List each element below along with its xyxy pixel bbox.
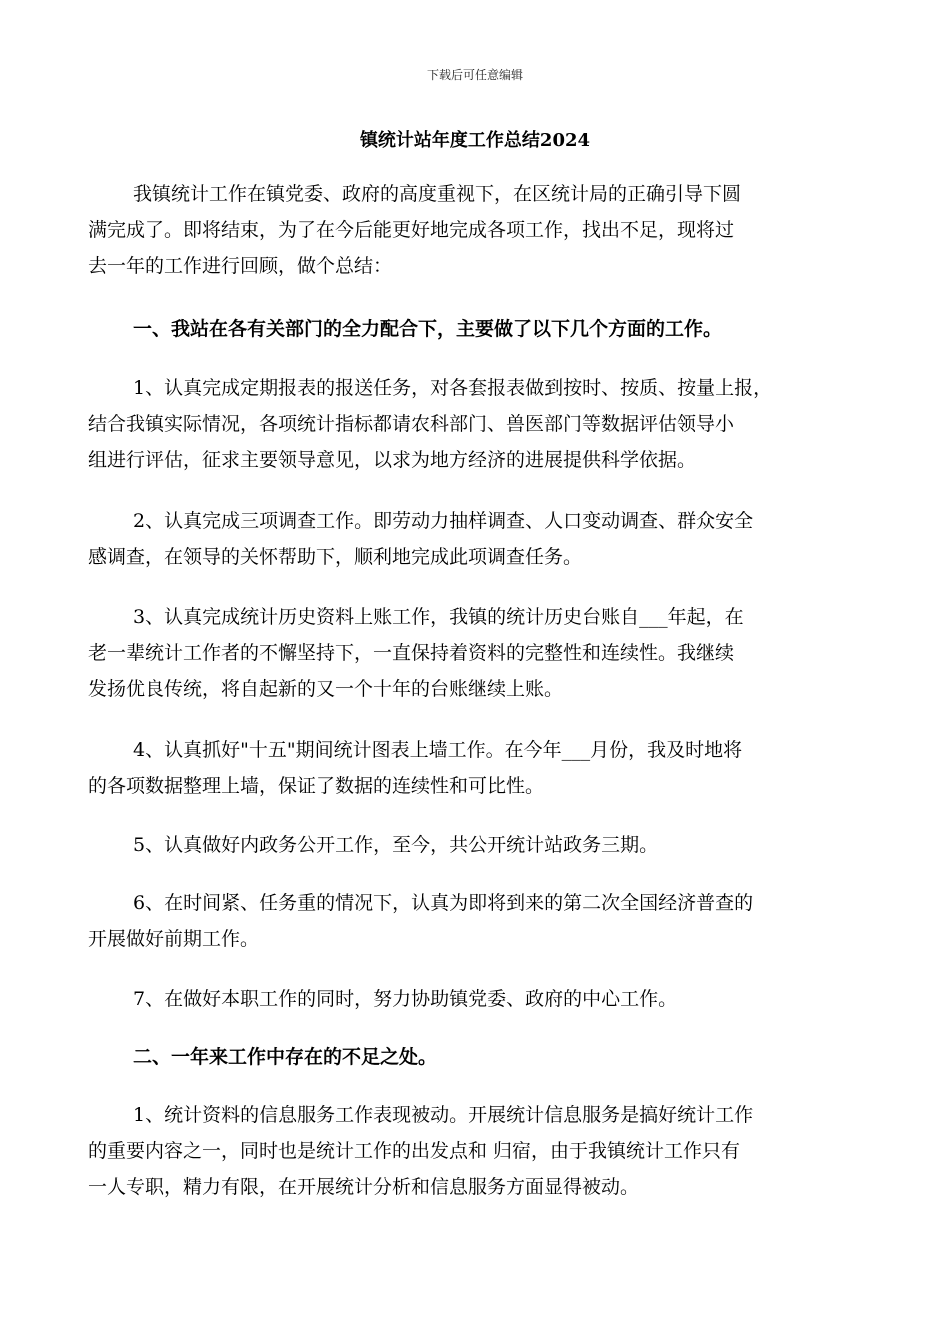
paragraph-line: 一人专职，精力有限，在开展统计分析和信息服务方面显得被动。: [88, 1176, 640, 1198]
paragraph-line: 的各项数据整理上墙，保证了数据的连续性和可比性。: [88, 775, 545, 797]
paragraph-line: 组进行评估，征求主要领导意见，以求为地方经济的进展提供科学依据。: [88, 449, 697, 471]
item-paragraph-3: [88, 599, 868, 707]
paragraph-line: 1、统计资料的信息服务工作表现被动。开展统计信息服务是搞好统计工作: [133, 1104, 754, 1126]
paragraph-line: 4、认真抓好"十五"期间统计图表上墙工作。在今年___月份，我及时地将: [133, 739, 743, 761]
paragraph-line: 结合我镇实际情况，各项统计指标都请农科部门、兽医部门等数据评估领导小: [88, 413, 735, 435]
paragraph-line: 1、认真完成定期报表的报送任务，对各套报表做到按时、按质、按量上报，: [133, 377, 773, 399]
paragraph-line: 我镇统计工作在镇党委、政府的高度重视下，在区统计局的正确引导下圆: [133, 183, 742, 205]
item-paragraph-2: [88, 503, 868, 575]
heading-line: 二、一年来工作中存在的不足之处。: [133, 1046, 438, 1068]
paragraph-line: 3、认真完成统计历史资料上账工作，我镇的统计历史台账自___年起，在: [133, 606, 744, 628]
heading-line: 一、我站在各有关部门的全力配合下，主要做了以下几个方面的工作。: [133, 318, 723, 340]
document-title: 镇统计站年度工作总结2024: [359, 130, 591, 151]
paragraph-line: 7、在做好本职工作的同时，努力协助镇党委、政府的中心工作。: [133, 988, 678, 1010]
deficiency-paragraph-1: [88, 1097, 868, 1205]
header-note: 下载后可任意编辑: [426, 68, 523, 82]
paragraph-line: 发扬优良传统，将自起新的又一个十年的台账继续上账。: [88, 678, 564, 700]
paragraph-line: 5、认真做好内政务公开工作，至今，共公开统计站政务三期。: [133, 834, 659, 856]
paragraph-line: 的重要内容之一，同时也是统计工作的出发点和 归宿，由于我镇统计工作只有: [88, 1140, 741, 1162]
section-heading-1: [88, 311, 868, 347]
item-paragraph-1: [88, 370, 868, 478]
item-paragraph-4: [88, 732, 868, 804]
paragraph-line: 感调查，在领导的关怀帮助下，顺利地完成此项调查任务。: [88, 546, 583, 568]
paragraph-line: 老一辈统计工作者的不懈坚持下，一直保持着资料的完整性和连续性。我继续: [88, 642, 735, 664]
item-paragraph-5: [88, 827, 868, 863]
item-paragraph-7: [88, 981, 868, 1017]
paragraph-line: 2、认真完成三项调查工作。即劳动力抽样调查、人口变动调查、群众安全: [133, 510, 754, 532]
item-paragraph-6: [88, 885, 868, 957]
section-heading-2: [88, 1039, 868, 1075]
intro-paragraph: [88, 176, 868, 284]
paragraph-line: 去一年的工作进行回顾，做个总结：: [88, 255, 393, 277]
paragraph-line: 满完成了。即将结束，为了在今后能更好地完成各项工作，找出不足，现将过: [88, 219, 735, 241]
paragraph-line: 6、在时间紧、任务重的情况下，认真为即将到来的第二次全国经济普查的: [133, 892, 754, 914]
paragraph-line: 开展做好前期工作。: [88, 928, 260, 950]
